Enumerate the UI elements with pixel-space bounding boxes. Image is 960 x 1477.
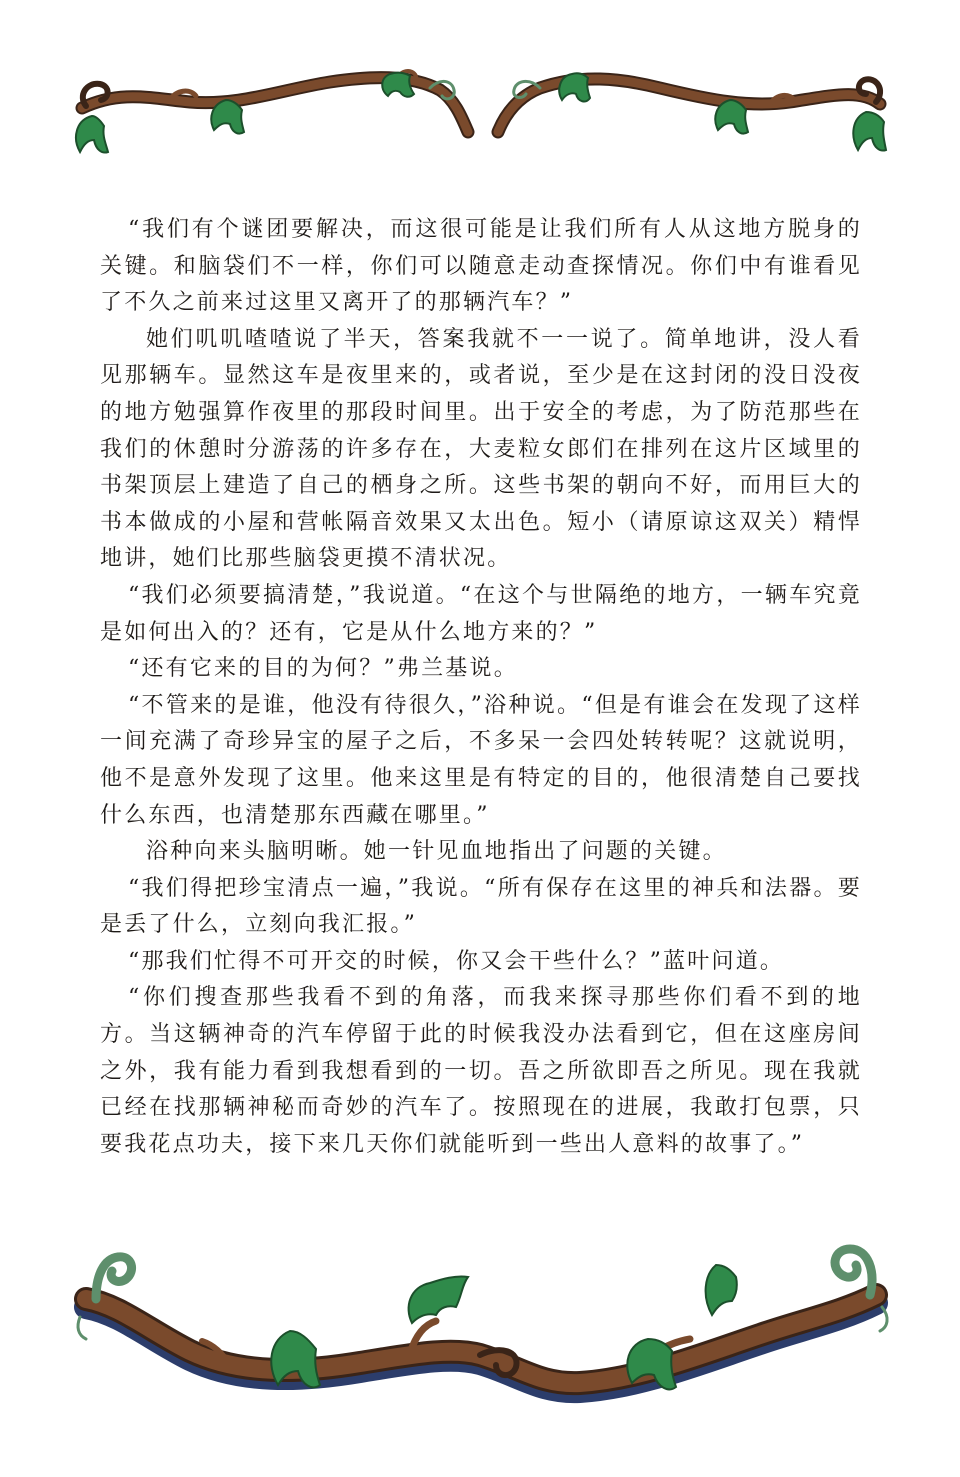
paragraph: “我们有个谜团要解决，而这很可能是让我们所有人从这地方脱身的关键。和脑袋们不一样，你们可以随意走动查探情况。你们中有谁看见了不久之前来过这里又离开了的那辆汽车？” [100,217,862,316]
leaf-icon [382,73,414,97]
leaf-icon [76,116,108,153]
paragraph: “不管来的是谁，他没有待很久，”浴种说。“但是有谁会在发现了这样一间充满了奇珍异宝的屋子之后，不多呆一会四处转转呢？这就说明，他不是意外发现了这里。他来这里是有特定的目的，他很清楚自己要找什么东西，也清楚那东西藏在哪里。” [100,692,862,828]
leaf-icon [853,112,886,151]
bottom-vine-branch [78,1249,887,1391]
bottom-vine-ornament [0,1235,960,1405]
leaf-icon [715,100,748,134]
page-body-text [100,212,862,1163]
paragraph: “还有它来的目的为何？”弗兰基说。 [128,656,518,682]
leaf-icon [409,1276,468,1323]
paragraph: 她们叽叽喳喳说了半天，答案我就不一一说了。简单地讲，没人看见那辆车。显然这车是夜里来的，或者说，至少是在这封闭的没日没夜的地方勉强算作夜里的那段时间里。出于安全的考虑，为了防范那些在我们的休憩时分游荡的许多存在，大麦粒女郎们在排列在这片区域里的书架顶层上建造了自己的栖身之所。这些书架的朝向不好，而用巨大的书本做成的小屋和营帐隔音效果又太出色。短小（请原谅这双关）精悍地讲，她们比那些脑袋更摸不清状况。 [100,326,862,572]
top-vine-ornament [0,60,960,170]
paragraph: “那我们忙得不可开交的时候，你又会干些什么？”蓝叶问道。 [128,948,785,974]
paragraph: 浴种向来头脑明晰。她一针见血地指出了问题的关键。 [146,839,727,865]
leaf-icon [559,73,590,101]
leaf-icon [211,100,244,134]
leaf-icon [706,1265,737,1315]
paragraph: “我们必须要搞清楚，”我说道。“在这个与世隔绝的地方，一辆车究竟是如何出入的？还有，它是从什么地方来的？” [100,582,862,645]
paragraph: “我们得把珍宝清点一遍，”我说。“所有保存在这里的神兵和法器。要是丢了什么，立刻向我汇报。” [100,875,862,938]
top-right-vine-branch [498,79,880,132]
paragraph: “你们搜查那些我看不到的角落，而我来探寻那些你们看不到的地方。当这辆神奇的汽车停留于此的时候我没办法看到它，但在这座房间之外，我有能力看到我想看到的一切。吾之所欲即吾之所见。现在我就已经在找那辆神秘而奇妙的汽车了。按照现在的进展，我敢打包票，只要我花点功夫，接下来几天你们就能听到一些出人意料的故事了。” [100,985,862,1157]
